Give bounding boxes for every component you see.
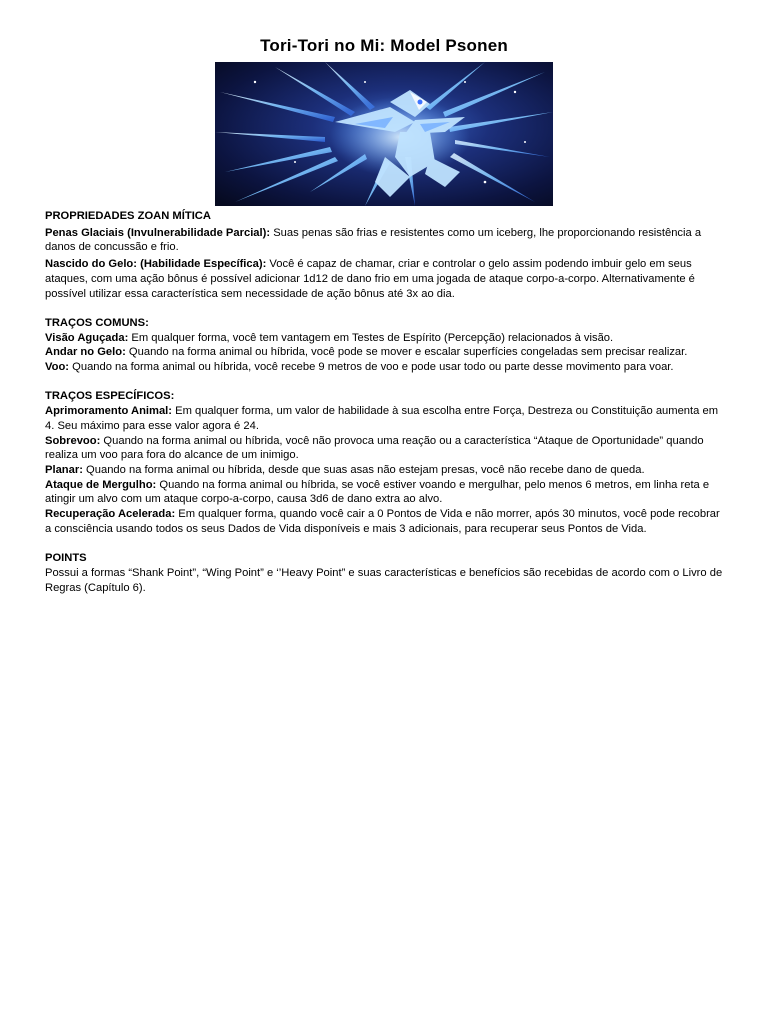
ice-phoenix-image (215, 62, 553, 206)
trait-visao-agucada (45, 331, 725, 346)
trait-term: Voo: (45, 361, 70, 374)
section-heading-especificos: TRAÇOS ESPECÍFICOS: (45, 390, 175, 403)
trait-text: Quando na forma animal ou híbrida, se você estiver voando e mergulhar, pelo menos 6 metros, em linha reta e atingir um alvo com um ataque corpo-a-corpo, causa 3d6 de dano extra ao alvo. (45, 478, 710, 506)
trait-term: Aprimoramento Animal: (45, 405, 173, 418)
trait-term: Penas Glaciais (Invulnerabilidade Parcial): (45, 226, 271, 239)
trait-voo (45, 360, 725, 375)
trait-term: Sobrevoo: (45, 434, 101, 447)
trait-term: Visão Aguçada: (45, 331, 129, 344)
trait-text: Em qualquer forma, quando você cair a 0 Pontos de Vida e não morrer, após 30 minutos, você pode recobrar a consciência usando todos os seus Dados de Vida disponíveis e mais 3 adicionais, para recuperar seus Pontos de Vida. (45, 508, 720, 535)
trait-text: Quando na forma animal ou híbrida, você pode se mover e escalar superfícies congeladas sem precisar realizar. (125, 346, 688, 359)
trait-text: Em qualquer forma, você tem vantagem em Testes de Espírito (Percepção) relacionados à visão. (128, 331, 614, 344)
trait-text: Quando na forma animal ou híbrida, você recebe 9 metros de voo e pode usar todo ou parte desse movimento para voar. (69, 361, 674, 374)
section-heading-comuns: TRAÇOS COMUNS: (45, 316, 149, 329)
trait-text: Você é capaz de chamar, criar e controlar o gelo assim podendo imbuir gelo em seus ataques, com uma ação bônus é possível adicionar 1d12 de dano frio em uma jogada de ataque corpo-a-corpo. Alternativamente é possível utilizar essa característica sem necessidade de ação bônus até 3x ao dia. (45, 258, 695, 300)
trait-sobrevoo (45, 434, 725, 463)
trait-planar (45, 463, 725, 478)
section-heading-points: POINTS (45, 552, 87, 565)
trait-recuperacao-acelerada (45, 507, 725, 536)
trait-text: Quando na forma animal ou híbrida, você não provoca uma reação ou a característica “Ataque de Oportunidade” quando realiza um voo para fora do alcance de um inimigo. (45, 434, 704, 462)
trait-term: Andar no Gelo: (45, 346, 126, 359)
trait-text: Suas penas são frias e resistentes como um iceberg, lhe proporcionando resistência a danos de concussão e frio. (45, 226, 702, 254)
document-body (45, 209, 725, 595)
trait-term: Nascido do Gelo: (Habilidade Específica): (45, 258, 267, 271)
trait-text: Quando na forma animal ou híbrida, desde que suas asas não estejam presas, você não recebe dano de queda. (82, 463, 645, 476)
trait-aprimoramento-animal (45, 404, 725, 433)
trait-penas-glaciais (45, 226, 725, 255)
trait-nascido-do-gelo (45, 257, 725, 301)
trait-term: Recuperação Acelerada: (45, 508, 176, 521)
section-heading-zoan: PROPRIEDADES ZOAN MÍTICA (45, 210, 211, 222)
trait-term: Ataque de Mergulho: (45, 478, 157, 491)
trait-text: Em qualquer forma, um valor de habilidade à sua escolha entre Força, Destreza ou Constituição aumenta em 4. Seu máximo para esse valor agora é 24. (45, 405, 719, 432)
trait-andar-no-gelo (45, 345, 725, 360)
points-text: Possui a formas “Shank Point”, “Wing Point” e ‘’Heavy Point” e suas características e benefícios são recebidas de acordo com o Livro de Regras (Capítulo 6). (45, 566, 723, 594)
page-title: Tori-Tori no Mi: Model Psonen (260, 36, 508, 55)
trait-term: Planar: (45, 463, 83, 476)
trait-ataque-de-mergulho (45, 478, 725, 507)
